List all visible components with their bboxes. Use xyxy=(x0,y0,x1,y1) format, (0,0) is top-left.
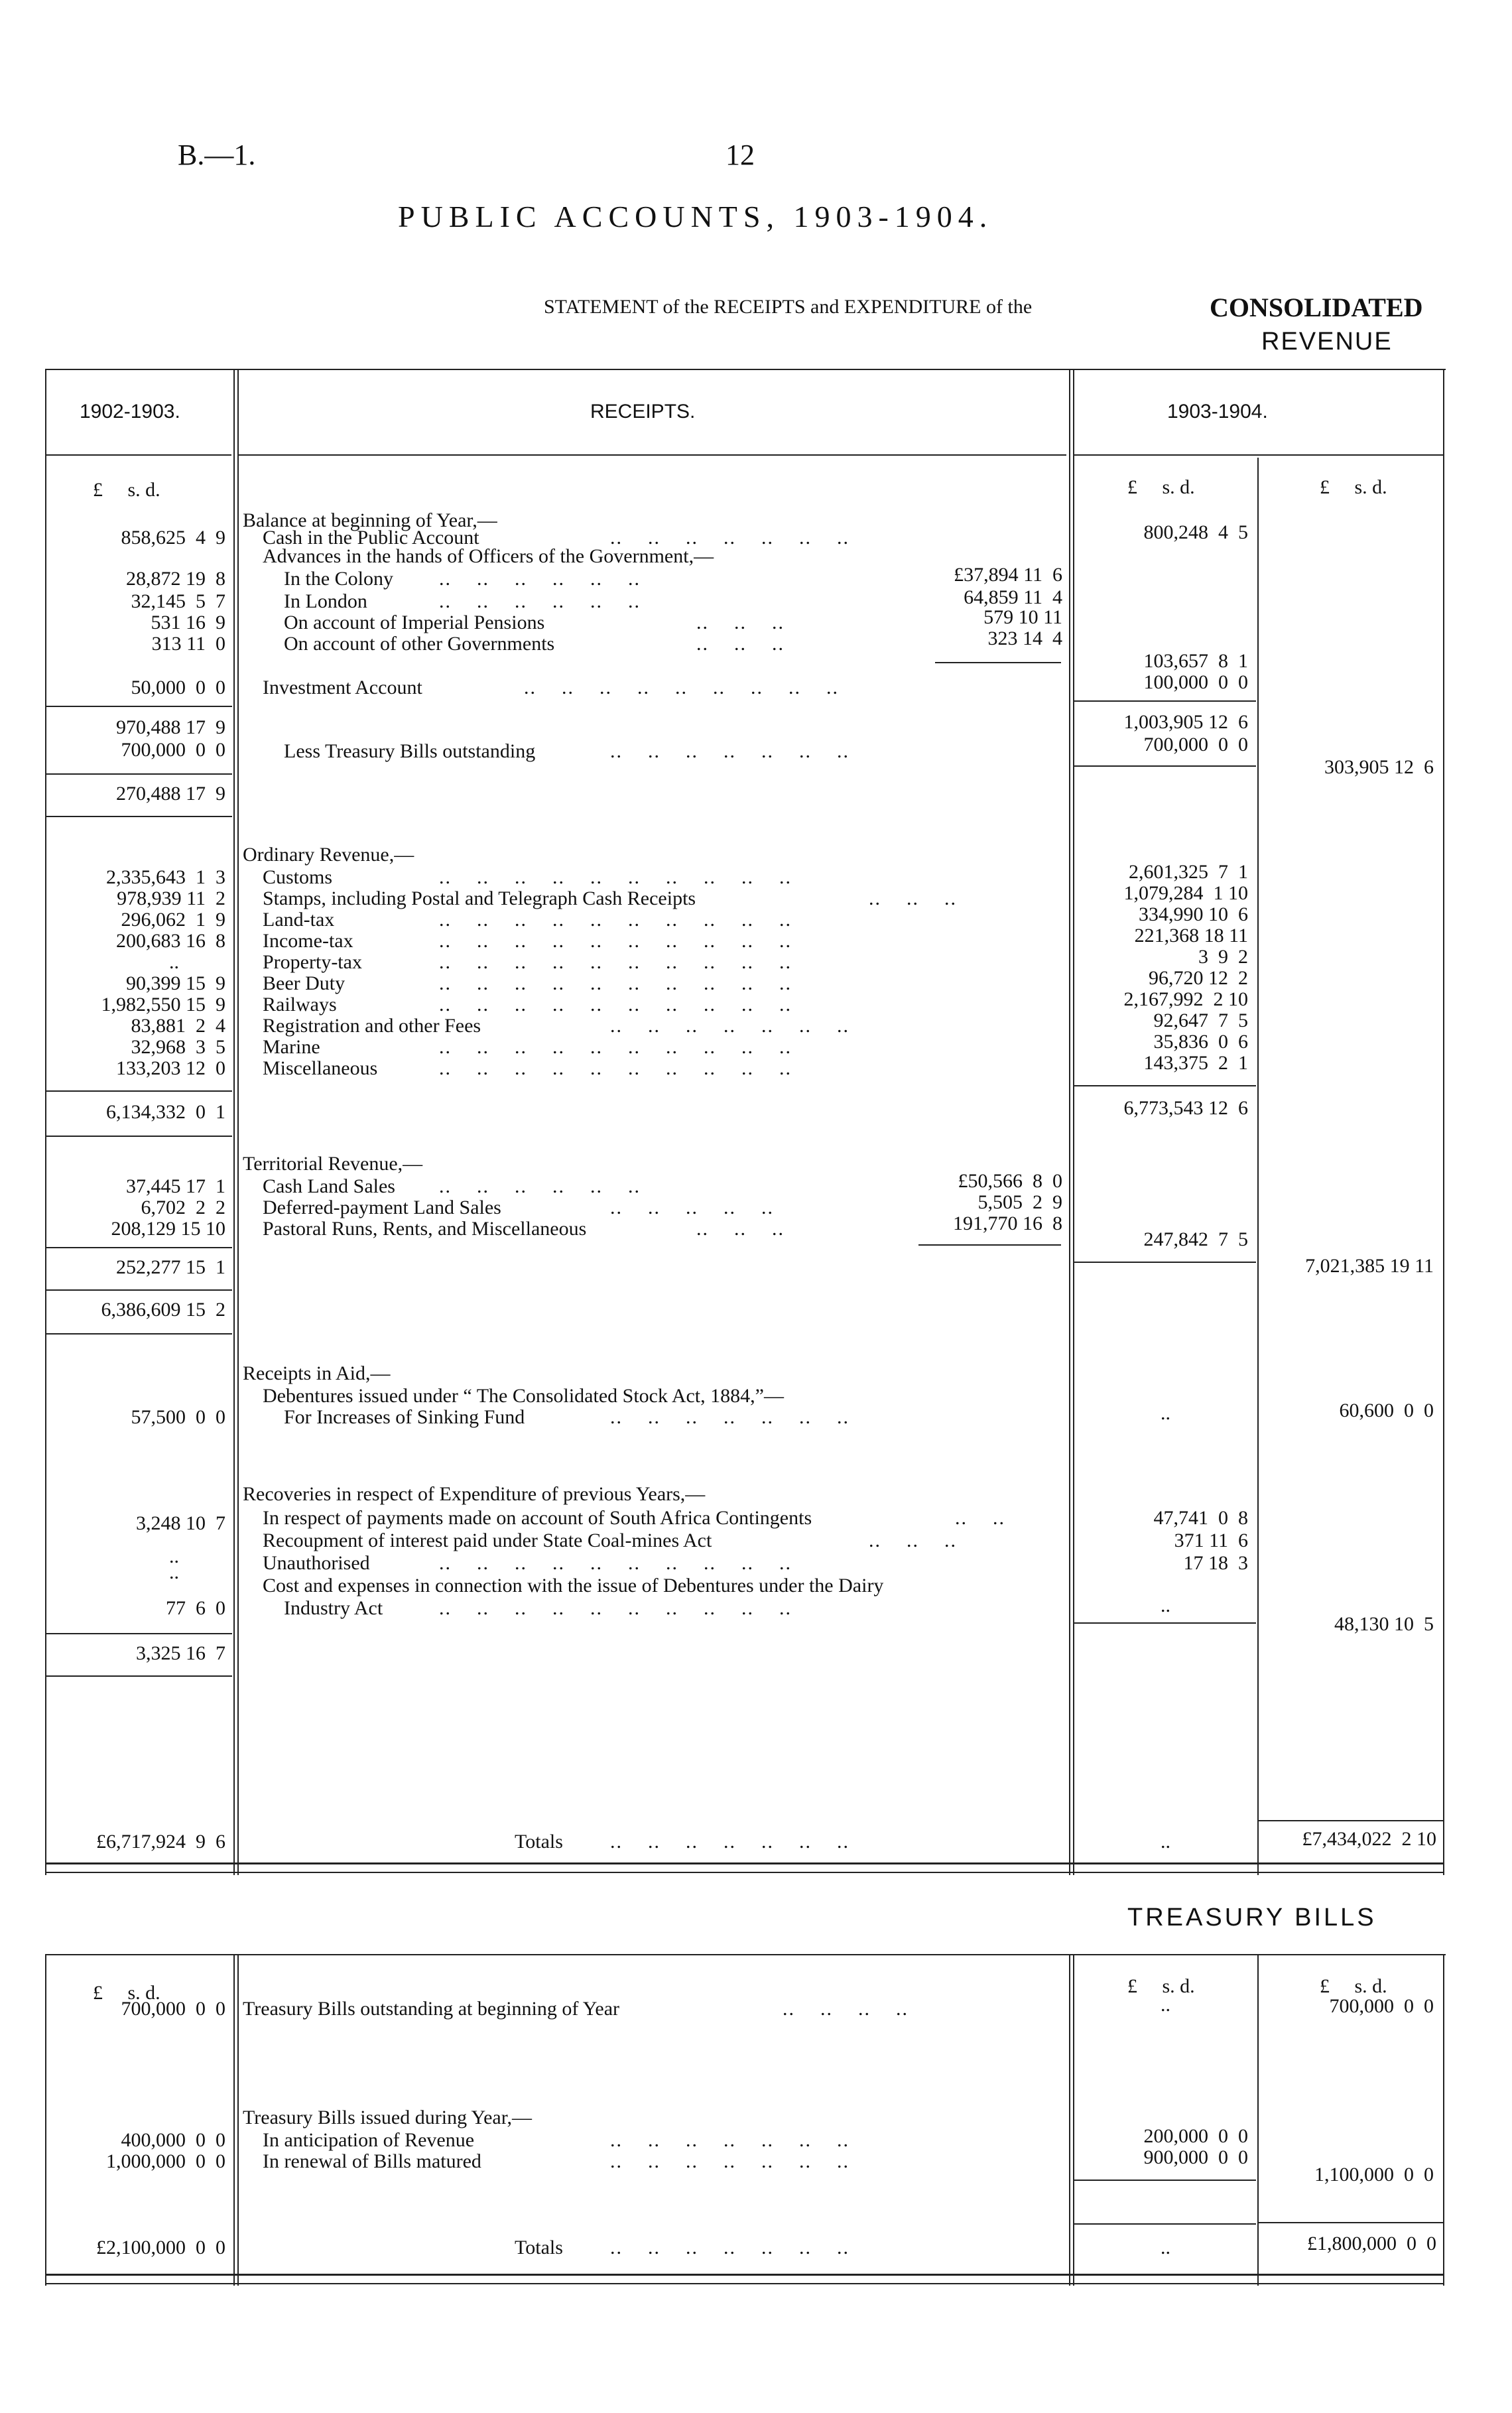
ordinary-total-prev: 6,134,332 0 1 xyxy=(106,1101,225,1123)
territorial-item-prev: 208,129 15 10 xyxy=(111,1218,225,1240)
recoveries-right: 48,130 10 5 xyxy=(1334,1613,1434,1635)
advances-total: 103,657 8 1 xyxy=(1143,650,1248,672)
tb-renewal-curr: 900,000 0 0 xyxy=(1143,2146,1248,2168)
recoveries-item1: In respect of payments made on account of South Africa Contingents xyxy=(263,1507,812,1529)
unit-header-right: £ s. d. xyxy=(1320,476,1387,498)
tb-unit-prev: £ s. d. xyxy=(93,1982,160,2004)
ordinary-item-label: Property-tax xyxy=(263,951,362,973)
ordinary-item-prev: 200,683 16 8 xyxy=(116,930,225,952)
ordinary-item-curr: 1,079,284 1 10 xyxy=(1123,882,1248,904)
advance-inner: £37,894 11 6 xyxy=(954,564,1062,586)
ordinary-item-label: Beer Duty xyxy=(263,972,346,994)
ordinary-item-label: Stamps, including Postal and Telegraph Cash Receipts xyxy=(263,887,696,909)
advance-inner: 64,859 11 4 xyxy=(964,586,1062,608)
subtotal-prev: 970,488 17 9 xyxy=(116,716,225,738)
totals-curr: .. xyxy=(1161,1831,1170,1853)
recoveries-total-prev: 3,325 16 7 xyxy=(136,1642,225,1664)
totals-label: Totals xyxy=(515,1831,563,1853)
tb-anticipation-label: In anticipation of Revenue xyxy=(263,2129,475,2151)
tb-outstanding-prev: 700,000 0 0 xyxy=(121,1998,225,2020)
ordinary-item-prev: 2,335,643 1 3 xyxy=(106,866,225,888)
ordinary-item-label: Income-tax xyxy=(263,930,353,952)
territorial-item-label: Cash Land Sales xyxy=(263,1175,395,1197)
territorial-item-inner: 191,770 16 8 xyxy=(953,1212,1062,1234)
advance-prev: 313 11 0 xyxy=(151,633,225,655)
unit-header-prev: £ s. d. xyxy=(93,479,160,501)
consolidated-heading: CONSOLIDATED xyxy=(1210,293,1423,322)
ordinary-item-prev: 1,982,550 15 9 xyxy=(101,994,225,1015)
ordinary-item-prev: 83,881 2 4 xyxy=(131,1015,225,1037)
territorial-item-inner: £50,566 8 0 xyxy=(958,1170,1062,1192)
page-title: PUBLIC ACCOUNTS, 1903-1904. xyxy=(398,200,993,233)
recoveries-curr2: 371 11 6 xyxy=(1174,1530,1248,1551)
ordinary-item-prev: .. xyxy=(169,951,179,973)
ordinary-item-label: Marine xyxy=(263,1036,320,1058)
revenue-heading: REVENUE xyxy=(1261,328,1393,356)
tb-renewal-label: In renewal of Bills matured xyxy=(263,2150,481,2172)
aid-line2: For Increases of Sinking Fund xyxy=(284,1406,525,1428)
recoveries-heading: Recoveries in respect of Expenditure of previous Years,— xyxy=(243,1483,706,1505)
ordinary-item-prev: 32,968 3 5 xyxy=(131,1036,225,1058)
territorial-total-prev: 252,277 15 1 xyxy=(116,1256,225,1278)
territorial-item-label: Deferred-payment Land Sales xyxy=(263,1197,501,1218)
ordinary-item-label: Miscellaneous xyxy=(263,1057,378,1079)
net-balance-prev: 270,488 17 9 xyxy=(116,783,225,805)
col-1902-1903: 1902-1903. xyxy=(80,401,180,423)
recoveries-curr1: 47,741 0 8 xyxy=(1153,1507,1248,1529)
tb-anticipation-curr: 200,000 0 0 xyxy=(1143,2125,1248,2147)
recoveries-item2: Recoupment of interest paid under State Coal-mines Act xyxy=(263,1530,712,1551)
less-prev: 700,000 0 0 xyxy=(121,739,225,761)
tb-outstanding-right: 700,000 0 0 xyxy=(1329,1995,1434,2017)
advance-label: On account of other Governments xyxy=(284,633,555,655)
aid-heading: Receipts in Aid,— xyxy=(243,1362,391,1384)
ordinary-item-curr: 2,167,992 2 10 xyxy=(1123,988,1248,1010)
tb-totals-label: Totals xyxy=(515,2237,563,2258)
aid-curr: .. xyxy=(1161,1402,1170,1424)
subtotal-curr: 1,003,905 12 6 xyxy=(1123,711,1248,733)
territorial-item-label: Pastoral Runs, Rents, and Miscellaneous xyxy=(263,1218,587,1240)
cash-prev: 858,625 4 9 xyxy=(121,527,225,549)
territorial-item-prev: 6,702 2 2 xyxy=(141,1197,225,1218)
ordinary-item-prev: 978,939 11 2 xyxy=(117,887,225,909)
recoveries-prev4: 77 6 0 xyxy=(166,1597,225,1619)
revenue-right-total: 7,021,385 19 11 xyxy=(1305,1255,1434,1277)
ordinary-item-label: Railways xyxy=(263,994,337,1015)
page-number: 12 xyxy=(725,139,755,171)
less-curr: 700,000 0 0 xyxy=(1143,734,1248,755)
advance-prev: 32,145 5 7 xyxy=(131,590,225,612)
recoveries-prev2: .. xyxy=(169,1545,179,1567)
ordinary-heading: Ordinary Revenue,— xyxy=(243,844,414,866)
ordinary-item-label: Registration and other Fees xyxy=(263,1015,481,1037)
advance-label: In the Colony xyxy=(284,568,393,590)
net-balance-right: 303,905 12 6 xyxy=(1324,756,1434,778)
recoveries-prev3: .. xyxy=(169,1561,179,1583)
advance-inner: 323 14 4 xyxy=(987,627,1062,649)
recoveries-item4b: Industry Act xyxy=(284,1597,383,1619)
col-1903-1904: 1903-1904. xyxy=(1167,401,1268,423)
advance-inner: 579 10 11 xyxy=(983,606,1062,628)
recoveries-item3: Unauthorised xyxy=(263,1552,370,1574)
tb-issued-right: 1,100,000 0 0 xyxy=(1314,2164,1434,2185)
tb-outstanding-label: Treasury Bills outstanding at beginning of Year xyxy=(243,1998,620,2020)
treasury-title: TREASURY BILLS xyxy=(1127,1904,1377,1931)
ordinary-item-prev: 90,399 15 9 xyxy=(126,972,225,994)
recoveries-prev1: 3,248 10 7 xyxy=(136,1512,225,1534)
ordinary-item-curr: 35,836 0 6 xyxy=(1153,1031,1248,1053)
unit-header-mid: £ s. d. xyxy=(1127,476,1195,498)
ordinary-item-curr: 3 9 2 xyxy=(1198,946,1248,968)
aid-right: 60,600 0 0 xyxy=(1339,1400,1434,1421)
territorial-total-curr: 247,842 7 5 xyxy=(1143,1228,1248,1250)
statement-line: STATEMENT of the RECEIPTS and EXPENDITURE of the xyxy=(544,296,1033,318)
advance-prev: 531 16 9 xyxy=(151,612,225,633)
col-receipts: RECEIPTS. xyxy=(590,401,696,423)
less-label: Less Treasury Bills outstanding xyxy=(284,740,536,762)
cash-curr: 800,248 4 5 xyxy=(1143,521,1248,543)
tb-issued-heading: Treasury Bills issued during Year,— xyxy=(243,2107,533,2128)
ordinary-item-label: Customs xyxy=(263,866,333,888)
tb-outstanding-curr: .. xyxy=(1161,1994,1170,2016)
territorial-heading: Territorial Revenue,— xyxy=(243,1153,423,1175)
investment-prev: 50,000 0 0 xyxy=(131,677,225,698)
totals-prev: £6,717,924 9 6 xyxy=(96,1831,225,1853)
tb-totals-right: £1,800,000 0 0 xyxy=(1307,2233,1436,2254)
tb-totals-curr: .. xyxy=(1161,2237,1170,2258)
aid-prev: 57,500 0 0 xyxy=(131,1406,225,1428)
grand-prev: 6,386,609 15 2 xyxy=(101,1299,225,1321)
ordinary-item-curr: 2,601,325 7 1 xyxy=(1129,861,1248,883)
advance-label: In London xyxy=(284,590,367,612)
page-ref: B.—1. xyxy=(178,139,256,171)
cash-label: Cash in the Public Account xyxy=(263,527,479,549)
advance-prev: 28,872 19 8 xyxy=(126,568,225,590)
ordinary-item-curr: 334,990 10 6 xyxy=(1139,903,1248,925)
recoveries-item4a: Cost and expenses in connection with the issue of Debentures under the Dairy xyxy=(263,1575,884,1597)
ordinary-item-prev: 133,203 12 0 xyxy=(116,1057,225,1079)
ordinary-item-curr: 96,720 12 2 xyxy=(1149,967,1248,989)
ordinary-item-prev: 296,062 1 9 xyxy=(121,909,225,931)
territorial-item-inner: 5,505 2 9 xyxy=(977,1191,1062,1213)
balance-heading: Balance at beginning of Year,— xyxy=(243,509,497,531)
territorial-item-prev: 37,445 17 1 xyxy=(126,1175,225,1197)
aid-line1: Debentures issued under “ The Consolidated Stock Act, 1884,”— xyxy=(263,1385,784,1407)
recoveries-curr3: 17 18 3 xyxy=(1183,1552,1248,1574)
tb-renewal-prev: 1,000,000 0 0 xyxy=(106,2150,225,2172)
advance-label: On account of Imperial Pensions xyxy=(284,612,545,633)
investment-label: Investment Account xyxy=(263,677,422,698)
ordinary-item-curr: 92,647 7 5 xyxy=(1153,1010,1248,1031)
recoveries-curr4: .. xyxy=(1161,1595,1170,1616)
tb-totals-prev: £2,100,000 0 0 xyxy=(96,2237,225,2258)
totals-right: £7,434,022 2 10 xyxy=(1302,1828,1436,1850)
ordinary-total-curr: 6,773,543 12 6 xyxy=(1123,1097,1248,1119)
tb-anticipation-prev: 400,000 0 0 xyxy=(121,2129,225,2151)
tb-unit-right: £ s. d. xyxy=(1320,1975,1387,1997)
ordinary-item-label: Land-tax xyxy=(263,909,335,931)
ordinary-item-curr: 221,368 18 11 xyxy=(1134,925,1248,946)
tb-unit-mid: £ s. d. xyxy=(1127,1975,1195,1997)
advances-heading: Advances in the hands of Officers of the Government,— xyxy=(263,545,714,567)
investment-curr: 100,000 0 0 xyxy=(1143,671,1248,693)
ordinary-item-curr: 143,375 2 1 xyxy=(1143,1052,1248,1074)
